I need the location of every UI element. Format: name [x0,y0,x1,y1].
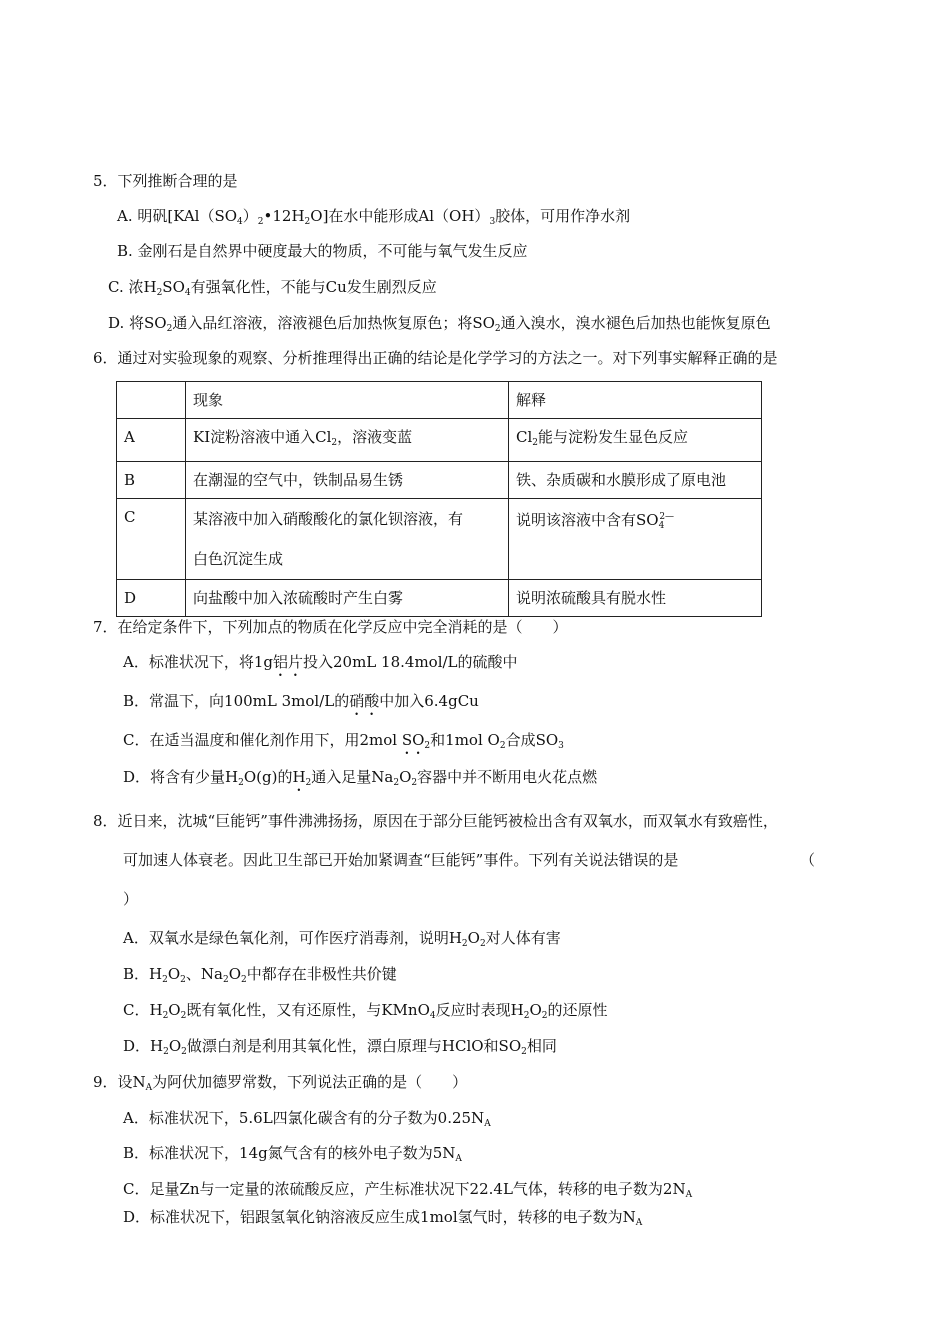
q5-option-a: A. 明矾$[KAl(SO_4)_2•12H_2O]$在水中能形成$Al(OH)_3$胶体，可用作净水剂 [117,207,631,227]
table-header-phenomenon: 现象 [186,382,509,419]
table-row [117,462,762,499]
q5-option-d: D. 将$SO_2$通入品红溶液，溶液褪色后加热恢复原色；将$SO_2$通入溴水，溴水褪色后加热也能恢复原色 [108,314,771,334]
explanation-cell: 说明浓硫酸具有脱水性 [509,580,762,617]
explanation-cell: 说明该溶液中含有$SO_4^{2—}$ [509,499,762,580]
q8-answer-paren-close: ） [123,890,139,908]
phenomenon-cell: KI淀粉溶液中通入$Cl_2$，溶液变蓝 [186,419,509,462]
table-header-explanation: 解释 [509,382,762,419]
table-row [117,499,762,580]
q7-option-c: C．在适当温度和催化剂作用下，用2mol $SO_2$和1mol $O_2$合成$SO_3$ [123,731,564,751]
q5-option-b: B. 金刚石是自然界中硬度最大的物质，不可能与氧气发生反应 [117,242,528,260]
q5-stem: 5．下列推断合理的是 [93,172,238,190]
q8-option-c: C．$H_2O_2$既有氧化性，又有还原性，与KMnO$_4$反应时表现$H_2O_2$的还原性 [123,1001,608,1021]
q9-option-b: B．标准状况下，14g氮气含有的核外电子数为$5N_A$ [123,1144,462,1164]
q8-option-b: B．$H_2O_2$、$Na_2O_2$中都存在非极性共价键 [123,965,397,985]
q9-stem: 9．设$N_A$为阿伏加德罗常数，下列说法正确的是（ ） [93,1073,468,1093]
q5-option-c: C. 浓$H_2SO_4$有强氧化性，不能与Cu发生剧烈反应 [108,278,437,298]
q9-option-c: C．足量Zn与一定量的浓硫酸反应，产生标准状况下22.4L气体，转移的电子数为$2N_A$ [123,1180,693,1200]
row-label: C [117,499,186,580]
table-cell [117,382,186,419]
q7-stem: 7．在给定条件下，下列加点的物质在化学反应中完全消耗的是（ ） [93,618,568,636]
q7-option-a: A．标准状况下，将1g铝片投入20mL 18.4mol/L的硫酸中 [123,653,518,671]
table-row [117,382,762,419]
q8-stem-line1: 8．近日来，沈城“巨能钙”事件沸沸扬扬，原因在于部分巨能钙被检出含有双氧水，而双氧水有致癌性， [93,812,778,830]
q7-option-b: B．常温下，向100mL 3mol/L的硝酸中加入6.4gCu [123,692,479,710]
q8-answer-paren-open: （ [800,851,816,869]
explanation-cell: 铁、杂质碳和水膜形成了原电池 [509,462,762,499]
row-label: A [117,419,186,462]
table-row [117,580,762,617]
row-label: D [117,580,186,617]
q8-stem-line2: 可加速人体衰老。因此卫生部已开始加紧调查“巨能钙”事件。下列有关说法错误的是 [123,851,679,869]
q8-option-d: D．$H_2O_2$做漂白剂是利用其氧化性，漂白原理与HClO和$SO_2$相同 [123,1037,557,1057]
q8-option-a: A．双氧水是绿色氧化剂，可作医疗消毒剂，说明$H_2O_2$对人体有害 [123,929,561,949]
q6-stem: 6．通过对实验现象的观察、分析推理得出正确的结论是化学学习的方法之一。对下列事实解释正确的是 [93,349,778,367]
phenomenon-cell: 某溶液中加入硝酸酸化的氯化钡溶液，有 白色沉淀生成 [186,499,509,580]
phenomenon-cell: 在潮湿的空气中，铁制品易生锈 [186,462,509,499]
row-label: B [117,462,186,499]
q7-option-d: D．将含有少量$H_2O(g)$的$H_2$通入足量$Na_2O_2$容器中并不断用电火花点燃 [123,768,598,788]
q9-option-d: D．标准状况下，铝跟氢氧化钠溶液反应生成1mol氢气时，转移的电子数为$N_A$ [123,1208,643,1228]
q6-table [116,381,762,617]
explanation-cell: $Cl_2$能与淀粉发生显色反应 [509,419,762,462]
phenomenon-cell: 向盐酸中加入浓硫酸时产生白雾 [186,580,509,617]
q9-option-a: A．标准状况下，5.6L四氯化碳含有的分子数为$0.25N_A$ [123,1109,491,1129]
table-row [117,419,762,462]
